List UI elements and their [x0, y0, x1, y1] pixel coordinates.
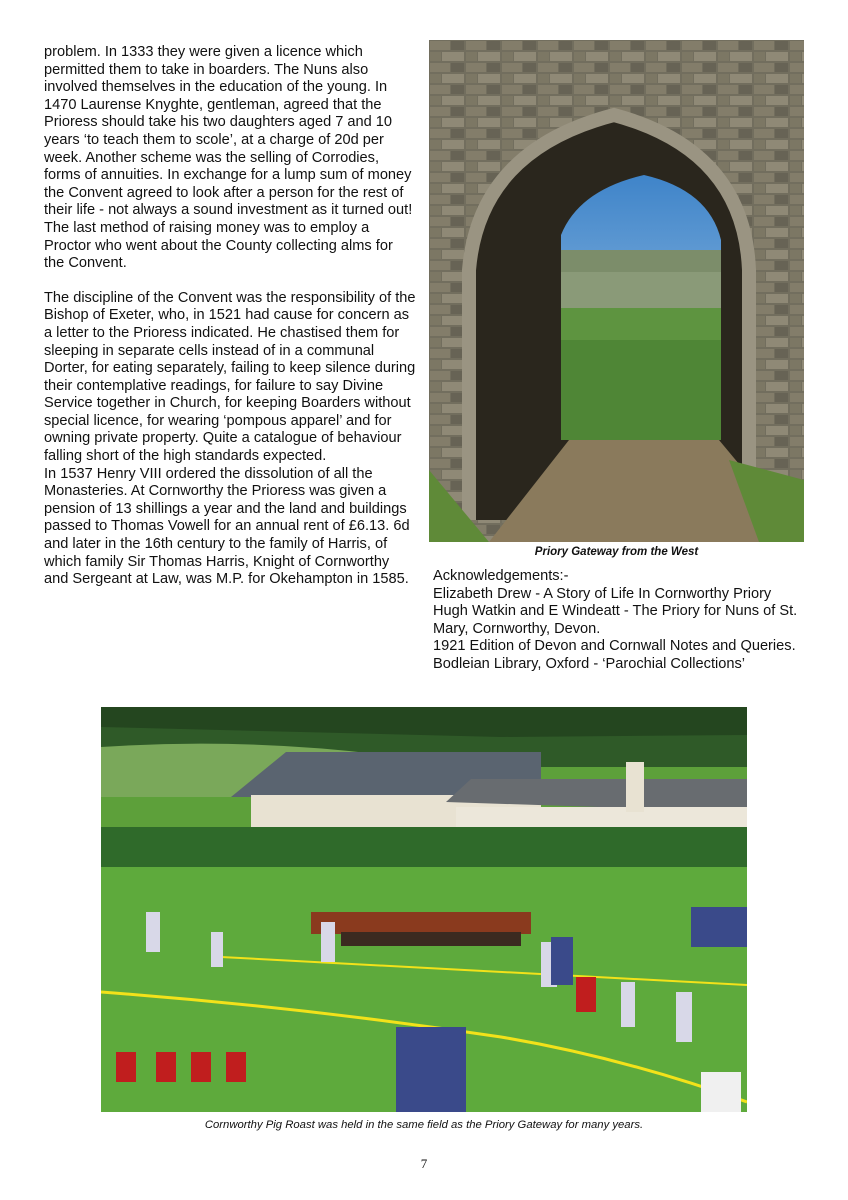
- priory-gateway-photo: [429, 40, 804, 542]
- main-text-column: [44, 44, 416, 606]
- paragraph-dissolution: In 1537 Henry VIII ordered the dissolution of all the Monasteries. At Cornworthy the Prioress was given a pension of 13 shillings a year and the land and buildings passed to Thomas Vowell for an annual rent of £6.13. 6d and later in the 16th century to the family of Harris, of which family Sir Thomas Harris, Knight of Cornworthy and Sergeant at Law, was M.P. for Okehampton in 1585.: [44, 465, 410, 588]
- acknowledgements: [433, 568, 805, 674]
- acknowledgement-item: 1921 Edition of Devon and Cornwall Notes and Queries. Bodleian Library, Oxford - ‘Parochial Collections’: [433, 638, 796, 672]
- paragraph-discipline: The discipline of the Convent was the responsibility of the Bishop of Exeter, who, in 1521 had cause for concern as a letter to the Prioress indicated. He chastised them for sleeping in separate cells instead of in a communal Dorter, for eating separately, failing to keep silence during their contemplative readings, for failure to say Divine Service together in Church, for keeping Boarders without special licence, for wearing ‘pompous apparel’ and for owning private property. Quite a catalogue of behaviour falling short of the high standards expected.: [44, 289, 416, 465]
- pig-roast-photo-caption: Cornworthy Pig Roast was held in the same field as the Priory Gateway for many years.: [204, 1119, 644, 1131]
- page-number: 7: [420, 1156, 428, 1171]
- pig-roast-photo: [101, 707, 747, 1112]
- paragraph-income: problem. In 1333 they were given a licence which permitted them to take in boarders. The Nuns also involved themselves in the education of the young. In 1470 Laurense Knyghte, gentleman, agreed that the Prioress should take his two daughters aged 7 and 10 years ‘to teach them to scole’, at a charge of 20d per week. Another scheme was the selling of Corrodies, forms of annuities. In exchange for a lump sum of money the Convent agreed to look after a person for the rest of their life - not always a sound investment as it turned out! The last method of raising money was to employ a Proctor who went about the County collecting alms for the Convent.: [44, 44, 413, 272]
- acknowledgements-heading: Acknowledgements:-: [433, 568, 569, 584]
- acknowledgement-item: Hugh Watkin and E Windeatt - The Priory for Nuns of St. Mary, Cornworthy, Devon.: [433, 603, 798, 637]
- gateway-photo-caption: Priory Gateway from the West: [534, 546, 699, 558]
- acknowledgement-item: Elizabeth Drew - A Story of Life In Cornworthy Priory: [433, 585, 772, 602]
